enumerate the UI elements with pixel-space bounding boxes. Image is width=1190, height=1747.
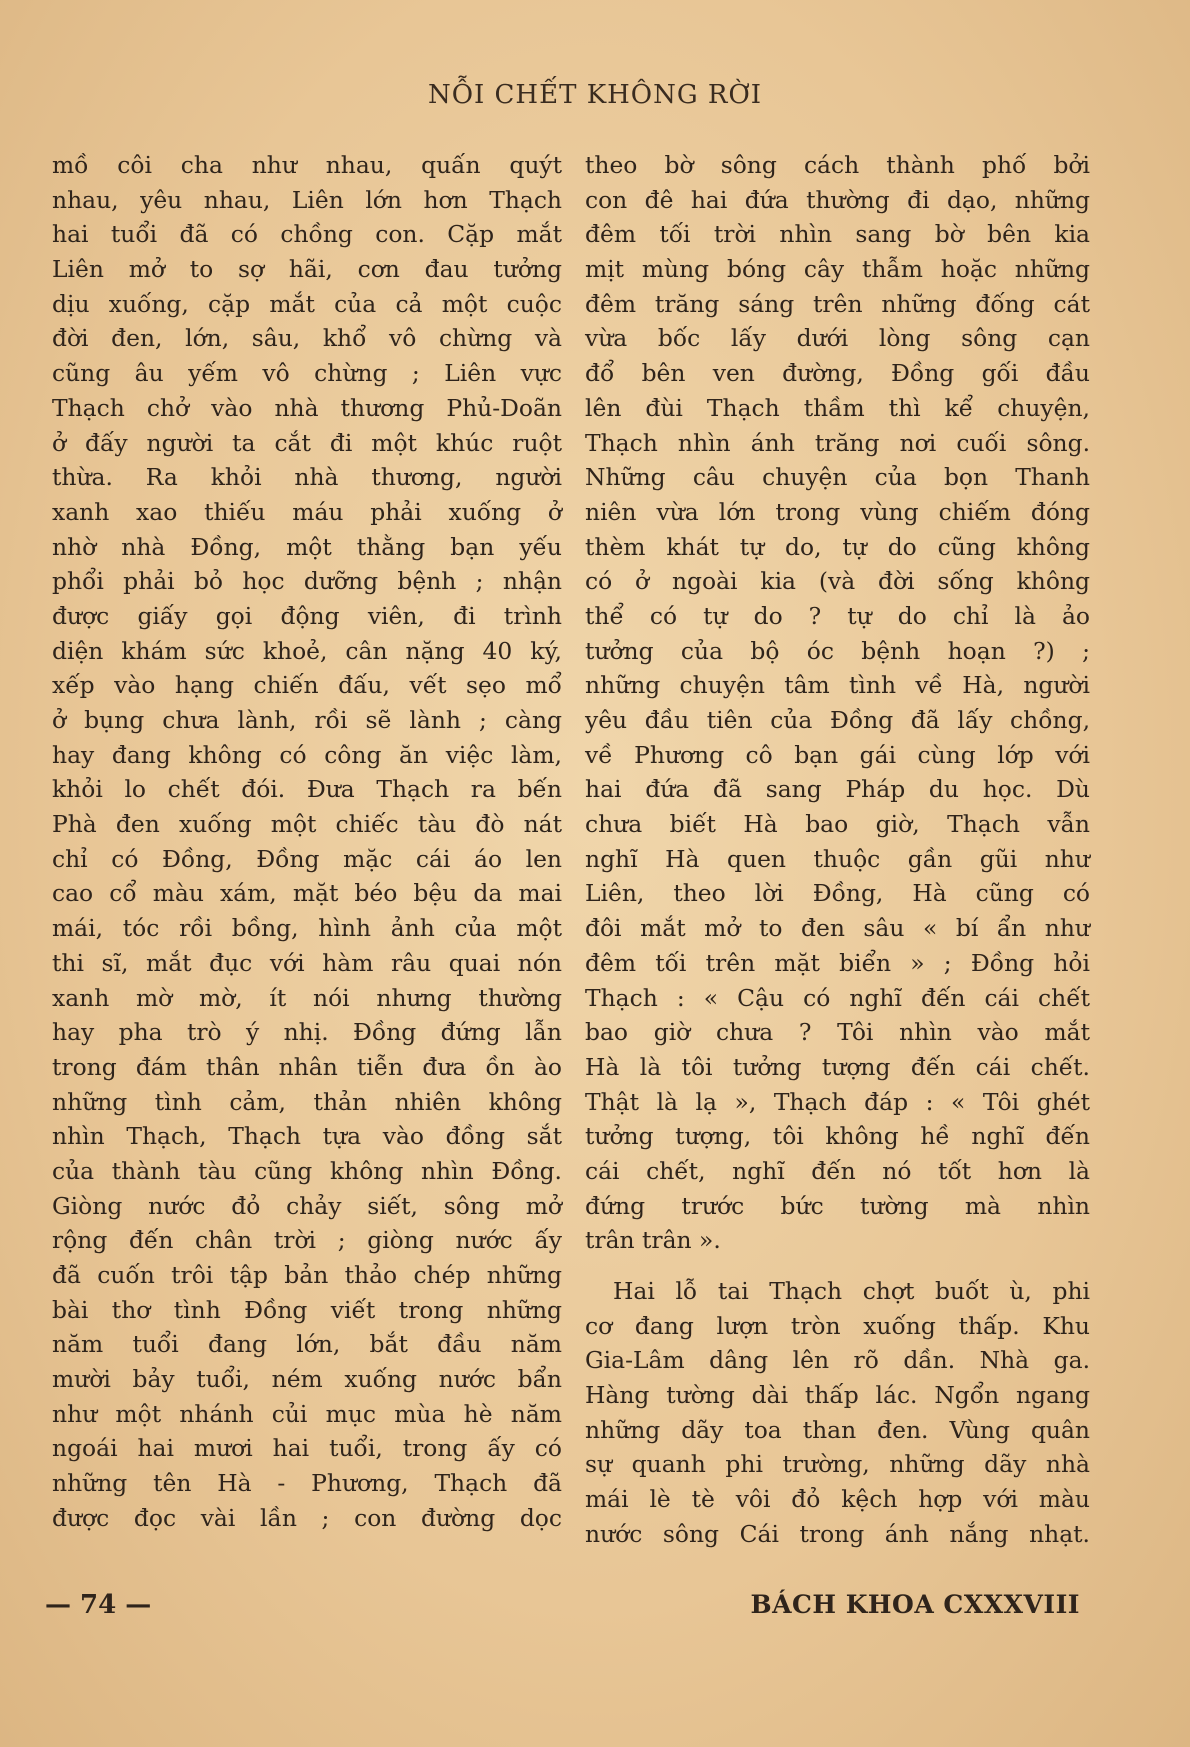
text-line: yêu đầu tiên của Đồng đã lấy chồng, xyxy=(585,706,1090,734)
text-line: mái, tóc rồi bồng, hình ảnh của một xyxy=(52,914,562,943)
text-line: theo bờ sông cách thành phố bởi xyxy=(585,151,1090,179)
text-line: thể có tự do ? tự do chỉ là ảo xyxy=(585,601,1090,630)
text-line: nghĩ Hà quen thuộc gần gũi như xyxy=(585,844,1090,873)
text-line: đêm trăng sáng trên những đống cát xyxy=(585,289,1090,318)
text-line: cái chết, nghĩ đến nó tốt hơn là xyxy=(585,1156,1090,1185)
text-line: hai tuổi đã có chồng con. Cặp mắt xyxy=(52,220,562,249)
text-line: tưởng của bộ óc bệnh hoạn ?) ; xyxy=(585,636,1090,665)
text-line: đã cuốn trôi tập bản thảo chép những xyxy=(52,1261,562,1289)
text-line: Liên, theo lời Đồng, Hà cũng có xyxy=(585,879,1090,908)
text-line: ngoái hai mươi hai tuổi, trong ấy có xyxy=(52,1434,562,1463)
text-line: trân trân ». xyxy=(585,1226,721,1255)
text-line: được giấy gọi động viên, đi trình xyxy=(52,601,562,630)
text-line: nhau, yêu nhau, Liên lớn hơn Thạch xyxy=(52,185,562,214)
text-line: được đọc vài lần ; con đường dọc xyxy=(52,1503,562,1532)
text-line: ở bụng chưa lành, rồi sẽ lành ; càng xyxy=(52,706,562,734)
text-line: Thạch chở vào nhà thương Phủ-Doãn xyxy=(52,393,562,422)
text-line: về Phương cô bạn gái cùng lớp với xyxy=(585,740,1090,769)
text-line: năm tuổi đang lớn, bắt đầu năm xyxy=(52,1330,562,1359)
text-line: nhờ nhà Đồng, một thằng bạn yếu xyxy=(52,532,562,561)
magazine-issue: BÁCH KHOA CXXXVIII xyxy=(750,1590,1080,1619)
text-line: những dãy toa than đen. Vùng quân xyxy=(585,1415,1090,1444)
text-line: mười bảy tuổi, ném xuống nước bẩn xyxy=(52,1365,562,1394)
text-line: Hàng tường dài thấp lác. Ngổn ngang xyxy=(585,1381,1090,1410)
text-line: dịu xuống, cặp mắt của cả một cuộc xyxy=(52,289,562,318)
text-line: mồ côi cha như nhau, quấn quýt xyxy=(52,151,562,179)
right-column xyxy=(585,148,1090,1552)
text-line: sự quanh phi trường, những dãy nhà xyxy=(585,1450,1090,1479)
text-line: niên vừa lớn trong vùng chiếm đóng xyxy=(585,497,1090,526)
text-line: rộng đến chân trời ; giòng nước ấy xyxy=(52,1226,562,1255)
text-line: của thành tàu cũng không nhìn Đồng. xyxy=(52,1156,562,1185)
text-line: lên đùi Thạch thầm thì kể chuyện, xyxy=(585,393,1090,422)
text-line: Những câu chuyện của bọn Thanh xyxy=(585,463,1090,492)
text-line: đôi mắt mở to đen sâu « bí ẩn như xyxy=(585,914,1090,943)
text-line: những tình cảm, thản nhiên không xyxy=(52,1087,562,1116)
text-line: những chuyện tâm tình về Hà, người xyxy=(585,671,1090,700)
text-line: có ở ngoài kia (và đời sống không xyxy=(585,567,1090,596)
text-line: như một nhánh củi mục mùa hè năm xyxy=(52,1399,562,1428)
text-line: hay đang không có công ăn việc làm, xyxy=(52,740,562,769)
text-line: Thạch nhìn ánh trăng nơi cuối sông. xyxy=(585,428,1090,457)
text-line: mịt mùng bóng cây thẫm hoặc những xyxy=(585,255,1090,284)
text-line: bài thơ tình Đồng viết trong những xyxy=(52,1295,562,1324)
text-line: Liên mở to sợ hãi, cơn đau tưởng xyxy=(52,255,562,284)
text-line: tưởng tượng, tôi không hề nghĩ đến xyxy=(585,1122,1090,1151)
text-line: Giòng nước đỏ chảy siết, sông mở xyxy=(52,1191,562,1220)
text-line: xanh mờ mờ, ít nói nhưng thường xyxy=(52,983,562,1012)
text-line: cao cổ màu xám, mặt béo bệu da mai xyxy=(52,879,562,908)
page-number: — 74 — xyxy=(45,1590,152,1620)
text-line: Phà đen xuống một chiếc tàu đò nát xyxy=(52,810,562,839)
text-line: nước sông Cái trong ánh nắng nhạt. xyxy=(585,1519,1090,1548)
paragraph-gap xyxy=(585,1258,1090,1274)
running-head: NỖI CHẾT KHÔNG RỜI xyxy=(427,80,763,110)
text-line: con đê hai đứa thường đi dạo, những xyxy=(585,185,1090,214)
text-line: khỏi lo chết đói. Đưa Thạch ra bến xyxy=(52,775,562,804)
text-line: thèm khát tự do, tự do cũng không xyxy=(585,532,1090,561)
text-line: Thạch : « Cậu có nghĩ đến cái chết xyxy=(585,983,1090,1012)
text-line: cũng âu yếm vô chừng ; Liên vực xyxy=(52,359,562,388)
text-line: đêm tối trời nhìn sang bờ bên kia xyxy=(585,220,1090,249)
text-line: Hà là tôi tưởng tượng đến cái chết. xyxy=(585,1052,1090,1081)
text-line: chỉ có Đồng, Đồng mặc cái áo len xyxy=(52,844,562,873)
text-line: đứng trước bức tường mà nhìn xyxy=(585,1191,1090,1220)
text-line: những tên Hà - Phương, Thạch đã xyxy=(52,1469,562,1498)
text-line: hai đứa đã sang Pháp du học. Dù xyxy=(585,775,1090,804)
text-line: thừa. Ra khỏi nhà thương, người xyxy=(52,463,562,492)
text-line: Hai lỗ tai Thạch chợt buốt ù, phi xyxy=(613,1277,1090,1305)
text-line: hay pha trò ý nhị. Đồng đứng lẫn xyxy=(52,1018,562,1047)
text-line: mái lè tè vôi đỏ kệch hợp với màu xyxy=(585,1485,1090,1514)
text-line: Gia-Lâm dâng lên rõ dần. Nhà ga. xyxy=(585,1346,1090,1375)
text-line: thi sĩ, mắt đục với hàm râu quai nón xyxy=(52,948,562,977)
text-line: trong đám thân nhân tiễn đưa ồn ào xyxy=(52,1052,562,1081)
text-line: đời đen, lớn, sâu, khổ vô chừng và xyxy=(52,324,562,353)
text-line: vừa bốc lấy dưới lòng sông cạn xyxy=(585,324,1090,353)
text-line: nhìn Thạch, Thạch tựa vào đồng sắt xyxy=(52,1122,562,1151)
text-line: cơ đang lượn tròn xuống thấp. Khu xyxy=(585,1311,1090,1340)
text-line: chưa biết Hà bao giờ, Thạch vẫn xyxy=(585,810,1090,839)
left-column xyxy=(52,148,562,1536)
text-line: đổ bên ven đường, Đồng gối đầu xyxy=(585,359,1090,388)
text-line: Thật là lạ », Thạch đáp : « Tôi ghét xyxy=(585,1087,1090,1116)
text-line: diện khám sức khoẻ, cân nặng 40 ký, xyxy=(52,636,562,665)
text-line: xếp vào hạng chiến đấu, vết sẹo mổ xyxy=(52,671,562,700)
text-line: ở đấy người ta cắt đi một khúc ruột xyxy=(52,428,562,457)
text-line: đêm tối trên mặt biển » ; Đồng hỏi xyxy=(585,948,1090,977)
text-line: xanh xao thiếu máu phải xuống ở xyxy=(52,497,562,526)
text-line: phổi phải bỏ học dưỡng bệnh ; nhận xyxy=(52,567,562,596)
text-line: bao giờ chưa ? Tôi nhìn vào mắt xyxy=(585,1018,1090,1047)
